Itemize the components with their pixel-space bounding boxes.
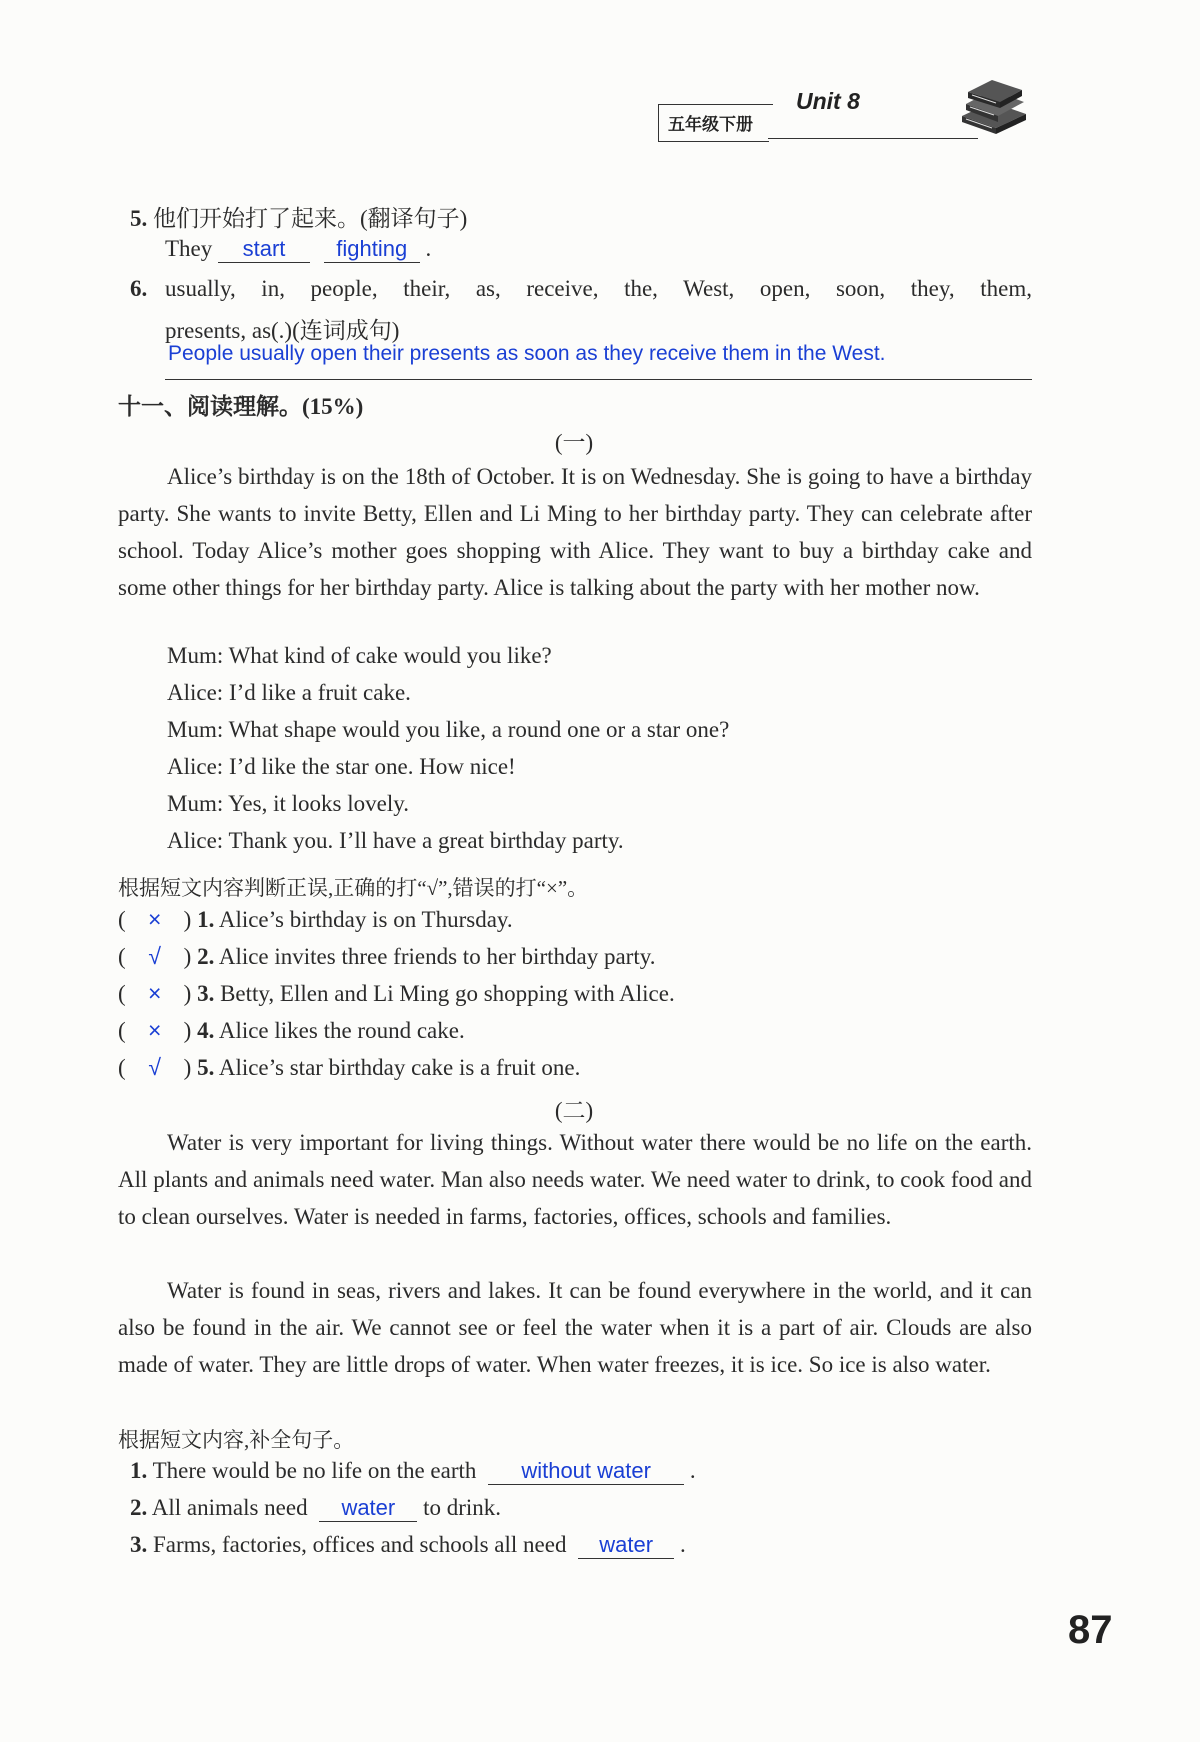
q5-blank-1[interactable]: start (218, 236, 310, 263)
q5-answer-line (165, 236, 431, 263)
passage1-heading: (一) (554, 430, 594, 455)
fill-blank-3[interactable]: water (578, 1532, 674, 1559)
fill-text-1: There would be no life on the earth (152, 1458, 477, 1483)
passage2-instruction: 根据短文内容,补全句子。 (118, 1428, 355, 1452)
passage2-heading: (二) (554, 1098, 594, 1123)
tf-number-2: 2 (197, 944, 209, 969)
fill-item-1: 1. There would be no life on the earth without water . (130, 1458, 696, 1483)
q5-instruction: 他们开始打了起来。(翻译句子) (153, 206, 468, 231)
tf-answer-2[interactable]: √ (148, 943, 161, 969)
fill-end-1: . (689, 1458, 696, 1483)
q6-number-wrap: 6. (130, 276, 148, 301)
dialogue-line: Alice: I’d like a fruit cake. (167, 680, 411, 705)
fill-blank-2[interactable]: water (319, 1495, 417, 1522)
tf-text-4: Alice likes the round cake. (218, 1018, 465, 1043)
tf-number-3: 3 (197, 981, 209, 1006)
fill-end-3: . (679, 1532, 686, 1557)
q5-prompt: 5. 他们开始打了起来。(翻译句子) (130, 206, 468, 231)
tf-answer-1[interactable]: × (147, 906, 162, 932)
fill-number-3: 3 (130, 1532, 142, 1557)
tf-item-1: ( × ) 1. Alice’s birthday is on Thursday. (118, 906, 513, 932)
tf-text-2: Alice invites three friends to her birthday party. (218, 944, 656, 969)
tf-answer-5[interactable]: √ (148, 1054, 161, 1080)
passage1-items (118, 906, 675, 1091)
fill-blank-1[interactable]: without water (488, 1458, 684, 1485)
unit-title: Unit 8 (796, 88, 860, 114)
fill-item-2: 2. All animals need water to drink. (130, 1495, 502, 1520)
tf-item-3: ( × ) 3. Betty, Ellen and Li Ming go shopping with Alice. (118, 980, 675, 1006)
passage2-paragraph-2: Water is found in seas, rivers and lakes. It can be found everywhere in the world, and it can also be found in the air. We cannot see or feel the water when it is a part of air. Clouds are also made of water. They are little drops of water. When water freezes, it is ice. So ice is also water. (118, 1278, 1032, 1377)
tf-number-4: 4 (197, 1018, 209, 1043)
tf-item-2: ( √ ) 2. Alice invites three friends to her birthday party. (118, 943, 656, 969)
dialogue-line: Mum: What shape would you like, a round one or a star one? (167, 717, 730, 742)
q6-answer[interactable]: People usually open their presents as soon as they receive them in the West. (168, 342, 886, 365)
q6-number: 6 (130, 276, 142, 301)
header (658, 84, 1028, 144)
tf-answer-4[interactable]: × (147, 1017, 162, 1043)
fill-number-2: 2 (130, 1495, 142, 1520)
q6-words-line1: usually, in, people, their, as, receive, the, West, open, soon, they, them, (165, 276, 1032, 301)
passage1-dialogue (167, 643, 729, 865)
q6-words-line2: presents, as(.)(连词成句) (165, 318, 400, 343)
fill-end-2: to drink. (423, 1495, 502, 1520)
tf-item-4: ( × ) 4. Alice likes the round cake. (118, 1017, 465, 1043)
section-title: 十一、阅读理解。(15%) (118, 394, 364, 419)
q5-number: 5 (130, 206, 142, 231)
tf-number-1: 1 (197, 907, 209, 932)
tf-text-3: Betty, Ellen and Li Ming go shopping with Alice. (220, 981, 675, 1006)
tf-number-5: 5 (197, 1055, 209, 1080)
q6-answer-rule (165, 379, 1032, 380)
page-number: 87 (1068, 1608, 1113, 1652)
dialogue-line: Alice: Thank you. I’ll have a great birthday party. (167, 828, 624, 853)
books-icon (956, 76, 1028, 138)
header-rule (768, 138, 978, 139)
fill-text-3: Farms, factories, offices and schools all need (153, 1532, 567, 1557)
passage2-paragraph-1: Water is very important for living things. Without water there would be no life on the earth. All plants and animals need water. Man also needs water. We need water to drink, to cook food and to clean ourselves. Water is needed in farms, factories, offices, schools and families. (118, 1130, 1032, 1229)
fill-number-1: 1 (130, 1458, 142, 1483)
dialogue-line: Mum: What kind of cake would you like? (167, 643, 552, 668)
dialogue-line: Mum: Yes, it looks lovely. (167, 791, 409, 816)
passage1-instruction: 根据短文内容判断正误,正确的打“√”,错误的打“×”。 (118, 876, 589, 900)
grade-label: 五年级下册 (668, 115, 753, 134)
dialogue-line: Alice: I’d like the star one. How nice! (167, 754, 516, 779)
tf-text-5: Alice’s star birthday cake is a fruit one. (218, 1055, 581, 1080)
tf-item-5: ( √ ) 5. Alice’s star birthday cake is a fruit one. (118, 1054, 581, 1080)
q5-lead: They (165, 236, 213, 261)
header-top-rule (658, 104, 773, 105)
q5-blank-2[interactable]: fighting (324, 236, 420, 263)
tf-text-1: Alice’s birthday is on Thursday. (218, 907, 513, 932)
q5-end: . (425, 236, 432, 261)
passage2-items (130, 1458, 696, 1569)
fill-item-3: 3. Farms, factories, offices and schools all need water . (130, 1532, 686, 1557)
tf-answer-3[interactable]: × (147, 980, 162, 1006)
fill-text-2: All animals need (151, 1495, 308, 1520)
passage1-paragraph: Alice’s birthday is on the 18th of October. It is on Wednesday. She is going to have a birthday party. She wants to invite Betty, Ellen and Li Ming to her birthday party. They can celebrate after school. Today Alice’s mother goes shopping with Alice. They want to buy a birthday cake and some other things for her birthday party. Alice is talking about the party with her mother now. (118, 464, 1032, 600)
